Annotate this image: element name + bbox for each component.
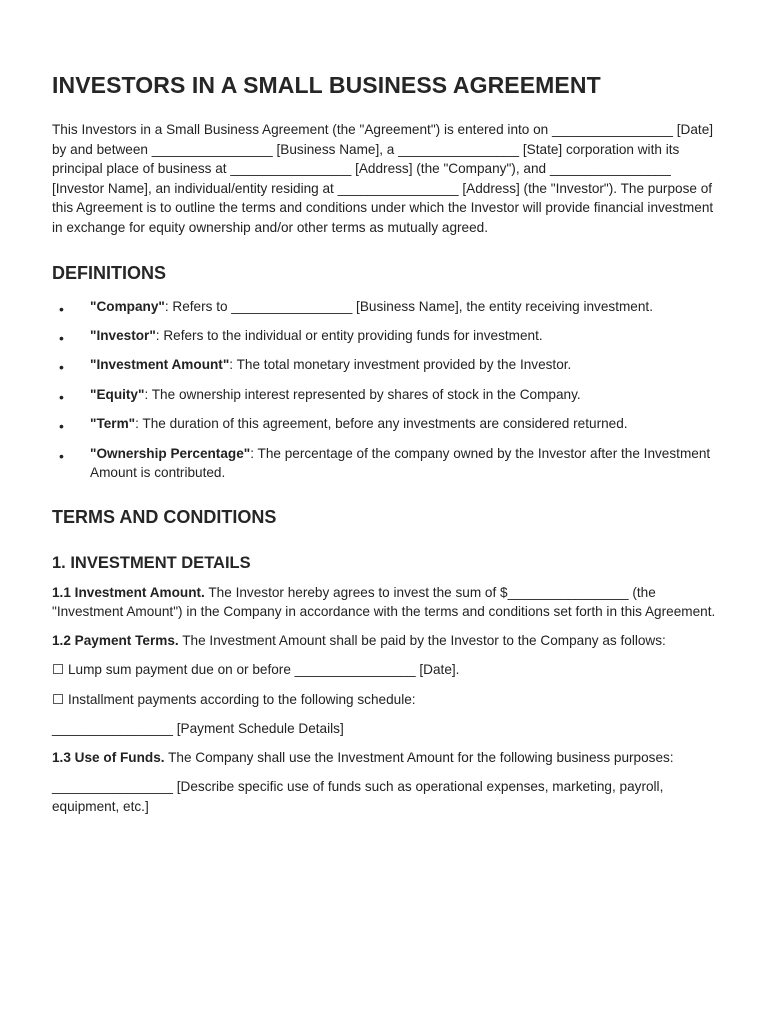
payment-schedule-line: ________________ [Payment Schedule Details] xyxy=(52,720,344,736)
bullet-icon: • xyxy=(59,447,64,464)
definition-text: : The percentage of the company owned by the Investor after the Investment Amount is contributed. xyxy=(90,445,711,481)
definition-term: "Equity" xyxy=(90,386,145,402)
clause-label: 1.2 Payment Terms. xyxy=(52,633,179,649)
funds-description-line: ________________ [Describe specific use of funds such as operational expenses, marketing, payroll, equipment, etc.] xyxy=(52,779,664,814)
definition-text: : The total monetary investment provided by the Investor. xyxy=(229,357,572,373)
definition-term: "Investor" xyxy=(90,327,156,343)
clause-label: 1.1 Investment Amount. xyxy=(52,584,205,600)
definition-term: "Ownership Percentage" xyxy=(90,445,251,461)
definition-item xyxy=(52,385,724,405)
definition-term: "Investment Amount" xyxy=(90,357,230,373)
use-of-funds-clause xyxy=(52,748,724,768)
definition-term: "Term" xyxy=(90,416,136,432)
investment-amount-clause xyxy=(52,583,724,622)
bullet-icon: • xyxy=(59,329,64,346)
definition-item xyxy=(52,444,724,483)
definition-item xyxy=(52,297,724,317)
bullet-icon: • xyxy=(59,418,64,435)
definitions-list xyxy=(52,297,724,483)
definition-text: : The ownership interest represented by shares of stock in the Company. xyxy=(144,386,581,402)
definition-text: : The duration of this agreement, before any investments are considered returned. xyxy=(135,416,628,432)
clause-text: The Investor hereby agrees to invest the sum of $________________ (the "Investment Amount") in the Company in accordance with the terms and conditions set forth in this Agreement. xyxy=(52,584,716,620)
clause-text: The Investment Amount shall be paid by the Investor to the Company as follows: xyxy=(178,633,666,649)
definition-item xyxy=(52,326,724,346)
lump-sum-option[interactable]: ☐ Lump sum payment due on or before ________________ [Date]. xyxy=(52,662,460,678)
payment-terms-clause xyxy=(52,631,724,651)
investment-details-heading: 1. INVESTMENT DETAILS xyxy=(52,553,251,572)
bullet-icon: • xyxy=(59,388,64,405)
definition-term: "Company" xyxy=(90,298,165,314)
intro-paragraph: This Investors in a Small Business Agreement (the "Agreement") is entered into on ________________ [Date] by and between ________________ [Business Name], a ________________ [State] corporation with its principal place of business at ________________ [Address] (the "Company"), and ________________ [Investor Name], an individual/entity residing at ________________ [Address] (the "Investor"). The purpose of this Agreement is to outline the terms and conditions under which the Investor will provide financial investment in exchange for equity ownership and/or other terms as mutually agreed. xyxy=(52,122,714,235)
bullet-icon: • xyxy=(59,300,64,317)
definition-item xyxy=(52,414,724,434)
clause-label: 1.3 Use of Funds. xyxy=(52,750,165,766)
clause-text: The Company shall use the Investment Amount for the following business purposes: xyxy=(164,750,674,766)
document-page xyxy=(52,68,724,816)
definitions-heading: DEFINITIONS xyxy=(52,262,167,283)
definition-text: : Refers to the individual or entity providing funds for investment. xyxy=(155,327,543,343)
terms-heading: TERMS AND CONDITIONS xyxy=(52,506,277,527)
installment-option[interactable]: ☐ Installment payments according to the following schedule: xyxy=(52,691,416,707)
definition-item xyxy=(52,355,724,375)
bullet-icon: • xyxy=(59,359,64,376)
document-title: INVESTORS IN A SMALL BUSINESS AGREEMENT xyxy=(52,72,601,98)
definition-text: : Refers to ________________ [Business Name], the entity receiving investment. xyxy=(164,298,653,314)
